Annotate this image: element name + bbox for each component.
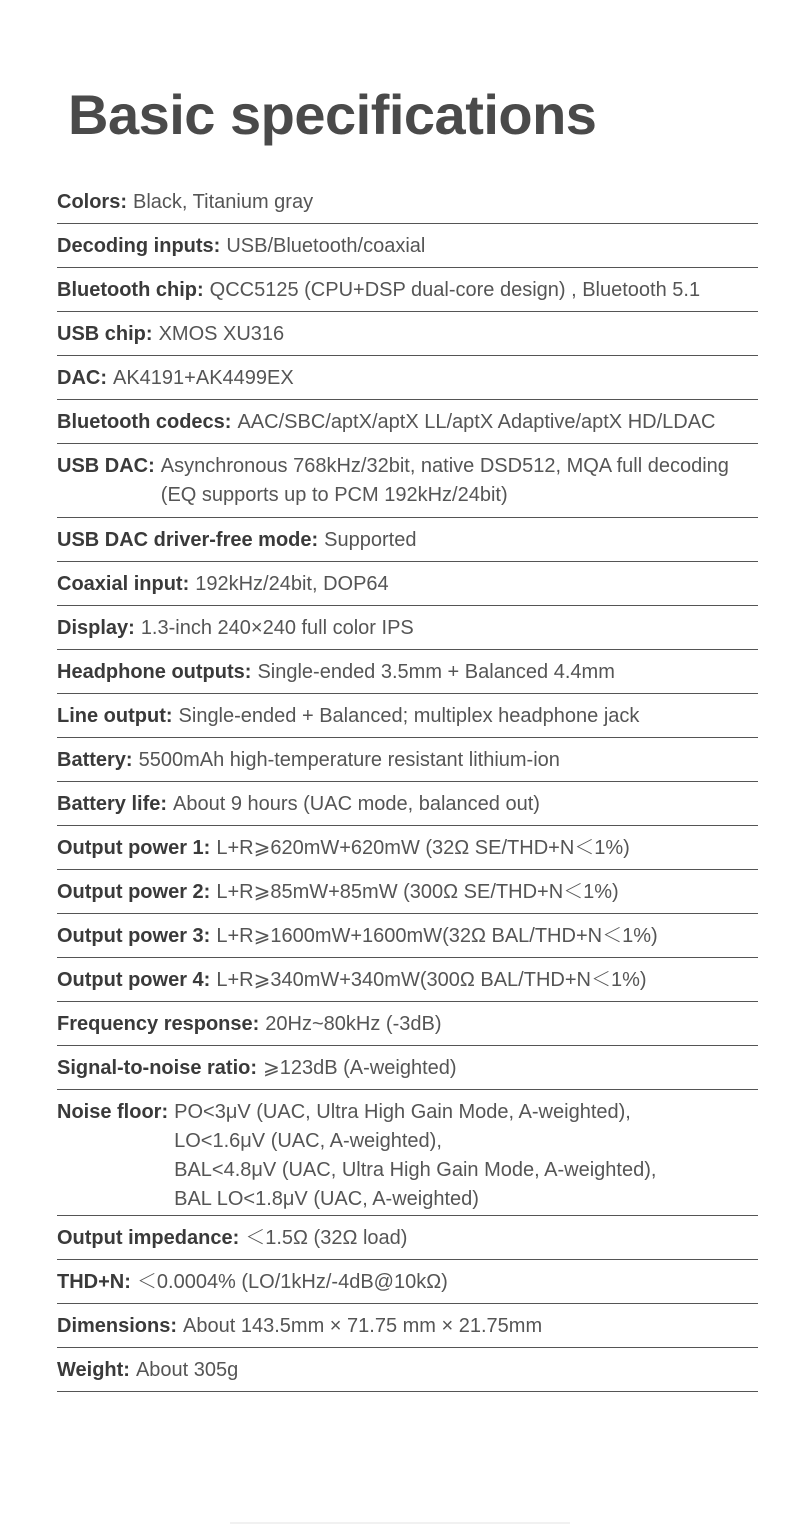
bottom-divider (230, 1522, 570, 1524)
spec-value: XMOS XU316 (158, 323, 285, 345)
spec-row-output-power-2 (57, 870, 758, 914)
spec-value: Supported (324, 529, 417, 551)
spec-value-line: (EQ supports up to PCM 192kHz/24bit) (160, 484, 508, 506)
spec-label: Line output: (57, 705, 173, 727)
spec-row-output-power-3 (57, 914, 758, 958)
spec-label: Output impedance: (57, 1227, 240, 1249)
spec-label: Display: (57, 617, 135, 639)
spec-value: AK4191+AK4499EX (113, 367, 294, 389)
spec-label: THD+N: (57, 1271, 131, 1293)
spec-row-display (57, 606, 758, 650)
spec-row-usb-chip (57, 312, 758, 356)
spec-value-line: PO<3μV (UAC, Ultra High Gain Mode, A-weighted), (174, 1101, 631, 1123)
spec-row-colors (57, 180, 758, 224)
spec-label: Output power 3: (57, 925, 211, 947)
spec-row-output-impedance (57, 1216, 758, 1260)
spec-label: Weight: (57, 1359, 130, 1381)
spec-row-bluetooth-chip (57, 268, 758, 312)
spec-value-line: LO<1.6μV (UAC, A-weighted), (174, 1130, 442, 1152)
spec-value: 1.3-inch 240×240 full color IPS (140, 617, 414, 639)
spec-value-line: Asynchronous 768kHz/32bit, native DSD512, MQA full decoding (160, 455, 729, 477)
spec-label: Output power 2: (57, 881, 211, 903)
spec-label: Frequency response: (57, 1013, 260, 1035)
spec-row-output-power-4 (57, 958, 758, 1002)
spec-label: USB DAC driver-free mode: (57, 529, 319, 551)
spec-value: ＜0.0004% (LO/1kHz/-4dB@10kΩ) (136, 1271, 448, 1293)
spec-value: About 9 hours (UAC mode, balanced out) (173, 793, 540, 815)
spec-value: QCC5125 (CPU+DSP dual-core design) , Bluetooth 5.1 (209, 279, 701, 301)
spec-value: Single-ended + Balanced; multiplex headphone jack (178, 705, 640, 727)
spec-label: Output power 4: (57, 969, 211, 991)
spec-row-line-output (57, 694, 758, 738)
spec-value: 20Hz~80kHz (-3dB) (265, 1013, 442, 1035)
spec-row-headphone-outputs (57, 650, 758, 694)
spec-row-frequency-response (57, 1002, 758, 1046)
spec-value: AAC/SBC/aptX/aptX LL/aptX Adaptive/aptX HD/LDAC (237, 411, 716, 433)
spec-label: Battery life: (57, 793, 168, 815)
spec-row-snr (57, 1046, 758, 1090)
spec-label: Output power 1: (57, 837, 211, 859)
spec-value: Single-ended 3.5mm + Balanced 4.4mm (257, 661, 615, 683)
spec-row-decoding-inputs (57, 224, 758, 268)
spec-value (168, 1098, 656, 1214)
spec-label: USB DAC: (57, 455, 155, 477)
spec-label: Dimensions: (57, 1315, 178, 1337)
spec-row-noise-floor (57, 1090, 758, 1216)
spec-label: Bluetooth codecs: (57, 411, 232, 433)
page-title: Basic specifications (68, 83, 597, 146)
spec-value-line: BAL LO<1.8μV (UAC, A-weighted) (174, 1188, 479, 1210)
spec-label: Decoding inputs: (57, 235, 221, 257)
spec-value: L+R⩾620mW+620mW (32Ω SE/THD+N＜1%) (216, 837, 630, 859)
spec-value: About 305g (135, 1359, 239, 1381)
spec-value: 192kHz/24bit, DOP64 (195, 573, 389, 595)
spec-label: Bluetooth chip: (57, 279, 204, 301)
spec-value-line: BAL<4.8μV (UAC, Ultra High Gain Mode, A-weighted), (174, 1159, 657, 1181)
spec-value: USB/Bluetooth/coaxial (226, 235, 426, 257)
spec-value: L+R⩾340mW+340mW(300Ω BAL/THD+N＜1%) (216, 969, 647, 991)
spec-row-battery-life (57, 782, 758, 826)
spec-label: DAC: (57, 367, 107, 389)
spec-row-battery (57, 738, 758, 782)
spec-value: ＜1.5Ω (32Ω load) (245, 1227, 408, 1249)
spec-value: About 143.5mm × 71.75 mm × 21.75mm (183, 1315, 543, 1337)
spec-label: Noise floor: (57, 1101, 169, 1123)
spec-row-usb-dac (57, 444, 758, 518)
spec-row-dac (57, 356, 758, 400)
spec-row-dimensions (57, 1304, 758, 1348)
spec-value: Black, Titanium gray (133, 191, 314, 213)
spec-label: Headphone outputs: (57, 661, 252, 683)
spec-row-weight (57, 1348, 758, 1392)
spec-value: ⩾123dB (A-weighted) (263, 1057, 457, 1079)
spec-row-bluetooth-codecs (57, 400, 758, 444)
spec-label: USB chip: (57, 323, 153, 345)
spec-row-output-power-1 (57, 826, 758, 870)
spec-label: Battery: (57, 749, 133, 771)
spec-row-thd-n (57, 1260, 758, 1304)
spec-label: Coaxial input: (57, 573, 190, 595)
spec-label: Colors: (57, 191, 127, 213)
spec-row-coaxial-input (57, 562, 758, 606)
spec-value (155, 452, 729, 510)
spec-label: Signal-to-noise ratio: (57, 1057, 257, 1079)
spec-list (57, 180, 758, 1392)
spec-value: L+R⩾1600mW+1600mW(32Ω BAL/THD+N＜1%) (216, 925, 658, 947)
spec-row-usb-dac-driver-free (57, 518, 758, 562)
spec-value: L+R⩾85mW+85mW (300Ω SE/THD+N＜1%) (216, 881, 619, 903)
spec-value: 5500mAh high-temperature resistant lithium-ion (138, 749, 560, 771)
